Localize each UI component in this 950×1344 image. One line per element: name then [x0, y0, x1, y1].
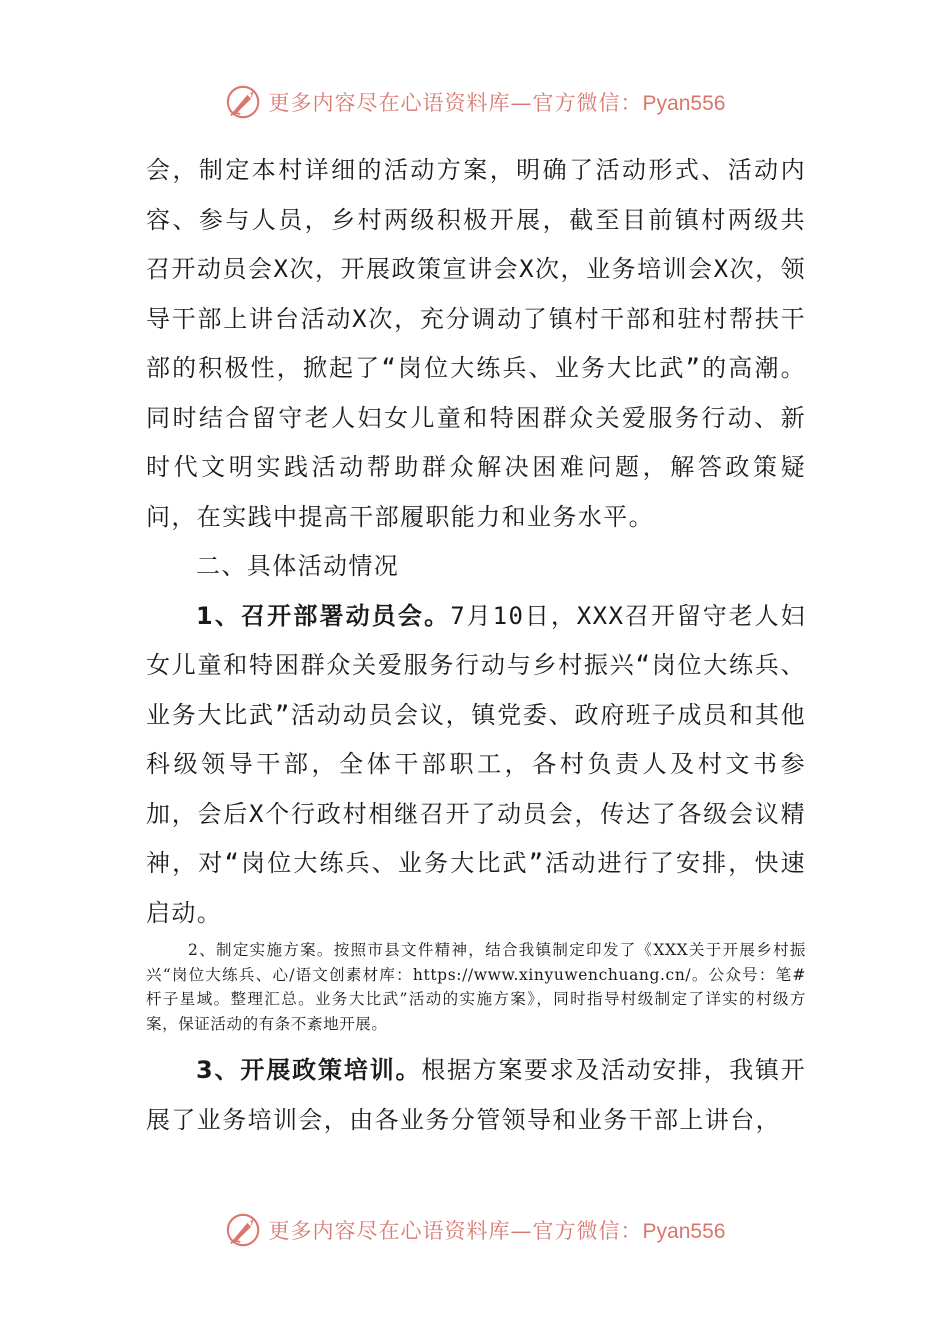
banner-text: 更多内容尽在心语资料库—官方微信：Pyan556: [268, 91, 726, 115]
banner-wechat-id: Pyan556: [642, 92, 726, 115]
banner-text: 更多内容尽在心语资料库—官方微信：Pyan556: [268, 1219, 726, 1243]
section-heading: 二、具体活动情况: [196, 552, 400, 580]
item-2-paragraph: 2、制定实施方案。按照市县文件精神，结合我镇制定印发了《XXX关于开展乡村振兴“岗位大练兵、心/语文创素材库：https://www.xinyuwenchuang.cn/。公众号：笔#杆子星域。整理汇总。业务大比武”活动的实施方案》，同时指导村级制定了详实的村级方案，保证活动的有条不紊地开展。: [146, 941, 806, 1033]
item-3-paragraph: [146, 1046, 806, 1145]
document-body: [146, 146, 806, 1145]
pen-nib-logo-icon: [225, 83, 263, 121]
banner-wechat-id: Pyan556: [642, 1220, 726, 1243]
paragraph-continuation: 会，制定本村详细的活动方案，明确了活动形式、活动内容、参与人员，乡村两级积极开展，截至目前镇村两级共召开动员会X次，开展政策宣讲会X次，业务培训会X次，领导干部上讲台活动X次，充分调动了镇村干部和驻村帮扶干部的积极性，掀起了“岗位大练兵、业务大比武”的高潮。同时结合留守老人妇女儿童和特困群众关爱服务行动、新时代文明实践活动帮助群众解决困难问题，解答政策疑问，在实践中提高干部履职能力和业务水平。: [146, 156, 806, 531]
item-1-body: 7月10日，XXX召开留守老人妇女儿童和特困群众关爱服务行动与乡村振兴“岗位大练兵、业务大比武”活动动员会议，镇党委、政府班子成员和其他科级领导干部，全体干部职工，各村负责人及村文书参加，会后X个行政村相继召开了动员会，传达了各级会议精神，对“岗位大练兵、业务大比武”活动进行了安排，快速启动。: [146, 601, 806, 927]
item-3-body: 根据方案要求及活动安排，我镇开展了业务培训会，由各业务分管领导和业务干部上讲台，: [146, 1056, 806, 1134]
item-1-title: 1、召开部署动员会。: [196, 601, 451, 630]
header-watermark-banner: [0, 80, 950, 124]
item-3-title: 3、开展政策培训。: [196, 1056, 422, 1084]
footer-watermark-banner: [0, 1208, 950, 1252]
item-1-paragraph: [146, 592, 806, 939]
pen-nib-logo-icon: [225, 1211, 263, 1249]
